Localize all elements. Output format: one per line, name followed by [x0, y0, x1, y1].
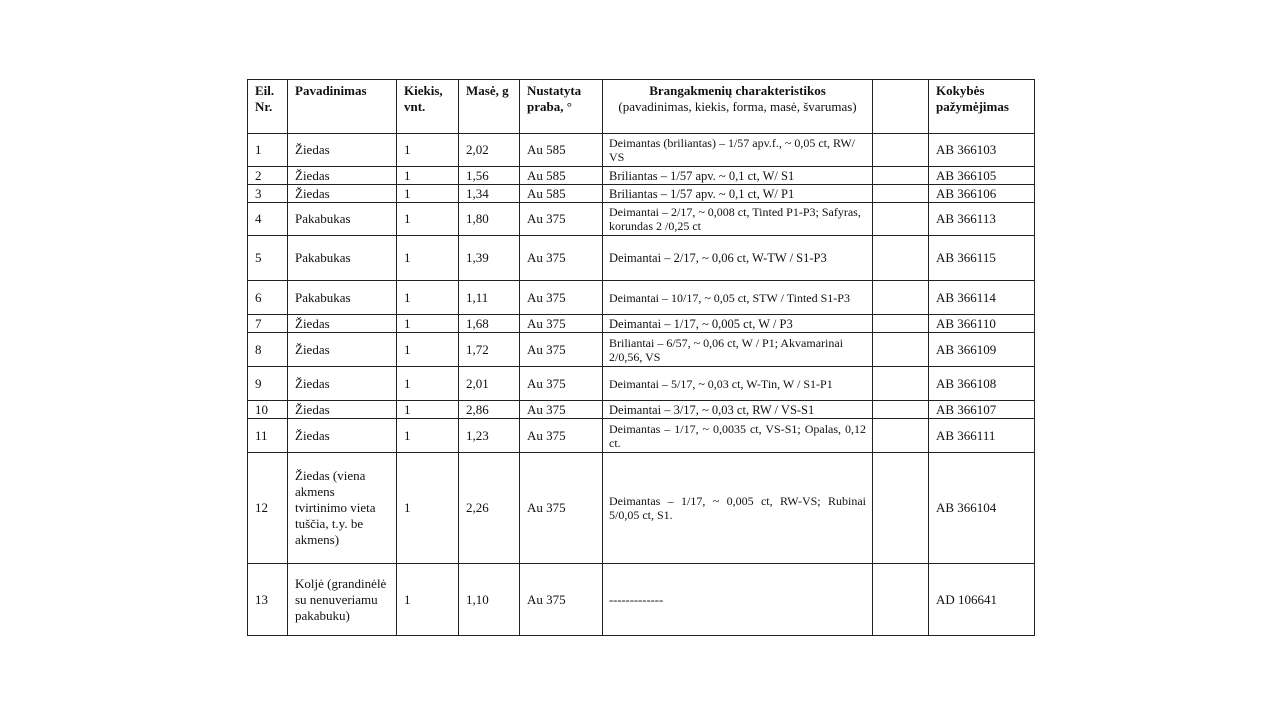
cell-name: Pakabukas	[288, 281, 397, 315]
cell-purity: Au 375	[520, 333, 603, 367]
cell-name: Koljė (grandinėlė su nenuveriamu pakabuku)	[288, 564, 397, 636]
cell-name: Žiedas	[288, 134, 397, 167]
header-nr: Eil. Nr.	[248, 80, 288, 134]
cell-characteristics: Deimantai – 3/17, ~ 0,03 ct, RW / VS-S1	[603, 401, 873, 419]
header-qty: Kiekis, vnt.	[397, 80, 459, 134]
cell-nr: 1	[248, 134, 288, 167]
cell-mass: 1,23	[459, 419, 520, 453]
cell-certificate: AB 366113	[929, 203, 1035, 236]
cell-certificate: AB 366104	[929, 453, 1035, 564]
cell-characteristics: Deimantas (briliantas) – 1/57 apv.f., ~ 0,05 ct, RW/ VS	[603, 134, 873, 167]
cell-characteristics: Deimantas – 1/17, ~ 0,005 ct, RW-VS; Rubinai 5/0,05 ct, S1.	[603, 453, 873, 564]
jewelry-inventory-table	[247, 79, 1035, 636]
cell-blank	[873, 315, 929, 333]
cell-name: Žiedas	[288, 167, 397, 185]
cell-certificate: AB 366103	[929, 134, 1035, 167]
cell-blank	[873, 185, 929, 203]
table-row	[248, 281, 1035, 315]
cell-blank	[873, 281, 929, 315]
cell-characteristics: Briliantas – 1/57 apv. ~ 0,1 ct, W/ P1	[603, 185, 873, 203]
cell-qty: 1	[397, 315, 459, 333]
cell-mass: 2,26	[459, 453, 520, 564]
table-row	[248, 367, 1035, 401]
cell-nr: 5	[248, 236, 288, 281]
cell-blank	[873, 453, 929, 564]
cell-qty: 1	[397, 236, 459, 281]
cell-nr: 2	[248, 167, 288, 185]
header-mass: Masė, g	[459, 80, 520, 134]
cell-characteristics: Deimantai – 1/17, ~ 0,005 ct, W / P3	[603, 315, 873, 333]
cell-mass: 1,10	[459, 564, 520, 636]
cell-qty: 1	[397, 134, 459, 167]
cell-certificate: AB 366114	[929, 281, 1035, 315]
cell-purity: Au 375	[520, 315, 603, 333]
cell-blank	[873, 333, 929, 367]
cell-qty: 1	[397, 367, 459, 401]
cell-mass: 1,68	[459, 315, 520, 333]
cell-nr: 4	[248, 203, 288, 236]
cell-mass: 2,02	[459, 134, 520, 167]
cell-blank	[873, 401, 929, 419]
header-certificate: Kokybės pažymėjimas	[929, 80, 1035, 134]
cell-mass: 1,39	[459, 236, 520, 281]
header-row	[248, 80, 1035, 134]
cell-characteristics: Briliantai – 6/57, ~ 0,06 ct, W / P1; Akvamarinai 2/0,56, VS	[603, 333, 873, 367]
cell-mass: 1,80	[459, 203, 520, 236]
cell-certificate: AB 366115	[929, 236, 1035, 281]
cell-mass: 1,34	[459, 185, 520, 203]
cell-mass: 1,72	[459, 333, 520, 367]
header-characteristics-subtitle: (pavadinimas, kiekis, forma, masė, švarumas)	[618, 99, 857, 114]
cell-nr: 12	[248, 453, 288, 564]
cell-qty: 1	[397, 203, 459, 236]
cell-qty: 1	[397, 453, 459, 564]
cell-purity: Au 585	[520, 167, 603, 185]
cell-blank	[873, 167, 929, 185]
cell-characteristics: Deimantai – 5/17, ~ 0,03 ct, W-Tin, W / S1-P1	[603, 367, 873, 401]
cell-name: Žiedas (viena akmens tvirtinimo vieta tuščia, t.y. be akmens)	[288, 453, 397, 564]
cell-purity: Au 375	[520, 281, 603, 315]
cell-certificate: AB 366105	[929, 167, 1035, 185]
cell-qty: 1	[397, 281, 459, 315]
cell-purity: Au 585	[520, 134, 603, 167]
cell-characteristics: Briliantas – 1/57 apv. ~ 0,1 ct, W/ S1	[603, 167, 873, 185]
cell-nr: 6	[248, 281, 288, 315]
cell-qty: 1	[397, 167, 459, 185]
cell-name: Žiedas	[288, 333, 397, 367]
cell-characteristics: Deimantai – 10/17, ~ 0,05 ct, STW / Tinted S1-P3	[603, 281, 873, 315]
cell-mass: 2,01	[459, 367, 520, 401]
cell-certificate: AB 366109	[929, 333, 1035, 367]
cell-purity: Au 375	[520, 367, 603, 401]
cell-qty: 1	[397, 564, 459, 636]
cell-purity: Au 375	[520, 203, 603, 236]
cell-certificate: AB 366110	[929, 315, 1035, 333]
table-row	[248, 236, 1035, 281]
cell-purity: Au 585	[520, 185, 603, 203]
cell-name: Žiedas	[288, 185, 397, 203]
cell-certificate: AB 366106	[929, 185, 1035, 203]
header-characteristics-title: Brangakmenių charakteristikos	[649, 83, 826, 98]
cell-blank	[873, 419, 929, 453]
cell-blank	[873, 236, 929, 281]
cell-blank	[873, 134, 929, 167]
table-row	[248, 564, 1035, 636]
cell-nr: 7	[248, 315, 288, 333]
cell-nr: 10	[248, 401, 288, 419]
cell-nr: 13	[248, 564, 288, 636]
table-row	[248, 203, 1035, 236]
table-row	[248, 419, 1035, 453]
header-characteristics	[603, 80, 873, 134]
cell-mass: 1,56	[459, 167, 520, 185]
cell-purity: Au 375	[520, 419, 603, 453]
document-page	[247, 79, 1034, 636]
cell-characteristics: Deimantai – 2/17, ~ 0,008 ct, Tinted P1-P3; Safyras, korundas 2 /0,25 ct	[603, 203, 873, 236]
cell-characteristics: -------------	[603, 564, 873, 636]
cell-qty: 1	[397, 419, 459, 453]
cell-nr: 11	[248, 419, 288, 453]
header-purity: Nustatyta praba, °	[520, 80, 603, 134]
table-row	[248, 185, 1035, 203]
cell-qty: 1	[397, 333, 459, 367]
cell-certificate: AB 366108	[929, 367, 1035, 401]
header-blank	[873, 80, 929, 134]
cell-blank	[873, 367, 929, 401]
cell-purity: Au 375	[520, 401, 603, 419]
cell-purity: Au 375	[520, 564, 603, 636]
cell-characteristics: Deimantai – 2/17, ~ 0,06 ct, W-TW / S1-P3	[603, 236, 873, 281]
cell-nr: 3	[248, 185, 288, 203]
cell-mass: 1,11	[459, 281, 520, 315]
cell-name: Pakabukas	[288, 203, 397, 236]
cell-qty: 1	[397, 401, 459, 419]
table-row	[248, 134, 1035, 167]
cell-certificate: AB 366111	[929, 419, 1035, 453]
cell-blank	[873, 203, 929, 236]
cell-name: Žiedas	[288, 367, 397, 401]
cell-mass: 2,86	[459, 401, 520, 419]
table-row	[248, 453, 1035, 564]
cell-purity: Au 375	[520, 453, 603, 564]
cell-name: Žiedas	[288, 419, 397, 453]
cell-certificate: AB 366107	[929, 401, 1035, 419]
cell-qty: 1	[397, 185, 459, 203]
cell-name: Pakabukas	[288, 236, 397, 281]
header-name: Pavadinimas	[288, 80, 397, 134]
cell-blank	[873, 564, 929, 636]
cell-name: Žiedas	[288, 315, 397, 333]
cell-certificate: AD 106641	[929, 564, 1035, 636]
table-row	[248, 167, 1035, 185]
cell-characteristics: Deimantas – 1/17, ~ 0,0035 ct, VS-S1; Opalas, 0,12 ct.	[603, 419, 873, 453]
cell-purity: Au 375	[520, 236, 603, 281]
cell-nr: 9	[248, 367, 288, 401]
table-row	[248, 333, 1035, 367]
table-row	[248, 315, 1035, 333]
cell-name: Žiedas	[288, 401, 397, 419]
cell-nr: 8	[248, 333, 288, 367]
table-row	[248, 401, 1035, 419]
